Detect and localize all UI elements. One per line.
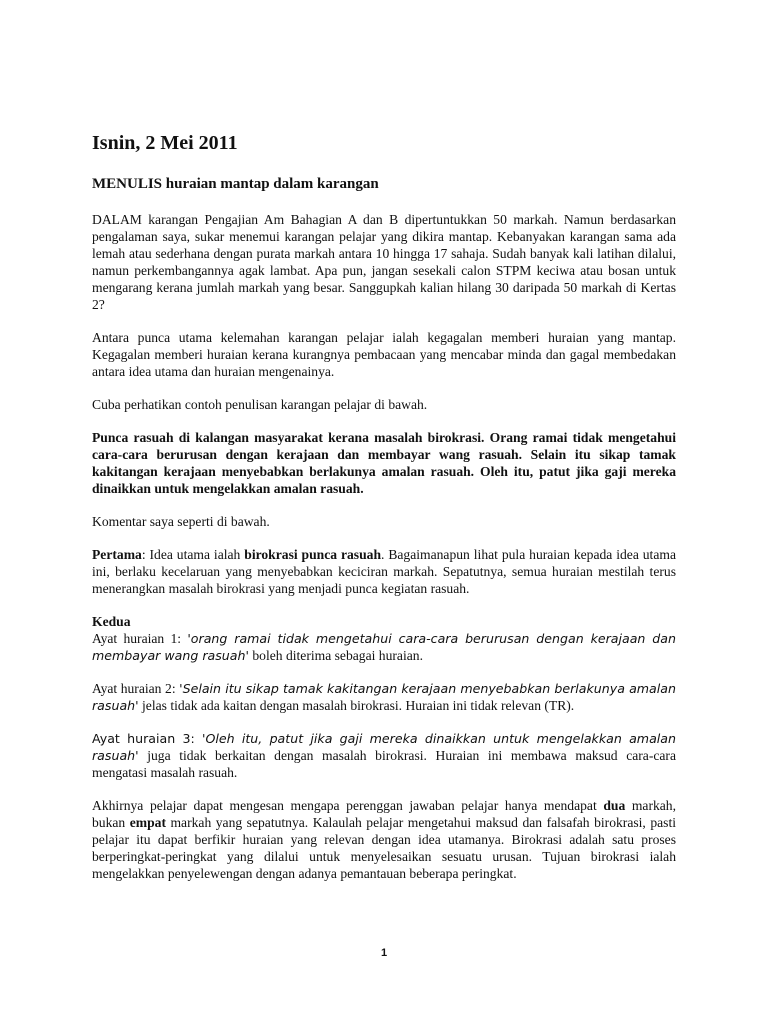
paragraph-student-example: Punca rasuah di kalangan masyarakat kerana masalah birokrasi. Orang ramai tidak mengetahui cara-cara berurusan dengan kerajaan dan membayar wang rasuah. Selain itu sikap tamak kakitangan kerajaan menyebabkan berlakunya amalan rasuah. Oleh itu, patut jika gaji mereka dinaikkan untuk mengelakkan amalan rasuah. [92, 430, 676, 496]
first-point-lead: Pertama [92, 547, 142, 562]
paragraph-huraian-3 [92, 730, 676, 781]
first-point-text-1: : Idea utama ialah [141, 547, 245, 562]
huraian-3-label: Ayat huraian 3: [92, 731, 202, 746]
second-point-heading: Kedua [92, 614, 131, 629]
conclusion-bold-empat: empat [129, 815, 166, 830]
conclusion-bold-dua: dua [603, 798, 626, 813]
paragraph-weakness: Antara punca utama kelemahan karangan pelajar ialah kegagalan memberi huraian yang mantap. Kegagalan memberi huraian kerana kurangnya pembacaan yang mencabar minda dan gagal membedakan antara idea utama dan huraian mengenainya. [92, 330, 676, 379]
conclusion-text-2: markah, bukan [92, 798, 677, 830]
paragraph-intro: DALAM karangan Pengajian Am Bahagian A dan B dipertuntukkan 50 markah. Namun berdasarkan pengalaman saya, sukar menemui karangan pelajar yang dikira mantap. Kebanyakan karangan sama ada lemah atau sederhana dengan purata markah antara 10 hingga 17 sahaja. Sudah banyak kali latihan dilalui, namun perkembangannya agak lambat. Apa pun, jangan sesekali calon STPM keciwa atau bosan untuk mengarang kerana jumlah markah yang besar. Sanggupkah kalian hilang 30 daripada 50 markah di Kertas 2? [92, 212, 676, 312]
first-point-text-2: . Bagaimanapun lihat pula huraian kepada idea utama ini, berlaku kecelaruan yang menyebabkan keciciran markah. Sepatutnya, semua huraian mestilah terus menerangkan masalah birokrasi yang menjadi punca kegiatan rasuah. [92, 547, 676, 596]
huraian-1-tail: boleh diterima sebagai huraian. [248, 648, 423, 663]
huraian-1-label: Ayat huraian 1: [92, 631, 188, 646]
huraian-3-quote-b: rasuah' [92, 748, 139, 763]
paragraph-conclusion [92, 797, 676, 882]
document-body [92, 130, 676, 898]
huraian-1-quote: 'orang ramai tidak mengetahui cara-cara berurusan dengan kerajaan dan membayar wang rasuah' [92, 631, 676, 663]
huraian-2-label: Ayat huraian 2: [92, 681, 180, 696]
huraian-3-quote-a: 'Oleh itu, patut jika gaji mereka dinaikkan untuk mengelakkan amalan [202, 731, 676, 746]
paragraph-second-point [92, 613, 676, 664]
huraian-3-tail: juga tidak berkaitan dengan masalah birokrasi. Huraian ini membawa maksud cara-cara mengatasi masalah rasuah. [92, 748, 676, 780]
huraian-2-quote: 'Selain itu sikap tamak kakitangan kerajaan menyebabkan berlakunya amalan rasuah' [92, 681, 676, 713]
huraian-2-tail: jelas tidak ada kaitan dengan masalah birokrasi. Huraian ini tidak relevan (TR). [138, 698, 575, 713]
document-date: Isnin, 2 Mei 2011 [92, 132, 238, 154]
document-subtitle: MENULIS huraian mantap dalam karangan [92, 176, 379, 192]
paragraph-first-point [92, 546, 676, 597]
first-point-main-idea: birokrasi punca rasuah [244, 547, 382, 562]
paragraph-comment-intro: Komentar saya seperti di bawah. [92, 514, 270, 529]
paragraph-huraian-2 [92, 680, 676, 714]
conclusion-text-3: markah yang sepatutnya. Kalaulah pelajar mengetahui maksud dan falsafah birokrasi, pasti pelajar itu dapat berfikir huraian yang relevan dengan idea utamanya. Birokrasi adalah satu proses berperingkat-peringkat yang dilalui untuk menyelesaikan sesuatu urusan. Tujuan birokrasi ialah mengelakkan penyelewengan dengan adanya pemantauan beberapa peringkat. [92, 815, 677, 881]
conclusion-text-1: Akhirnya pelajar dapat mengesan mengapa perenggan jawaban pelajar hanya mendapat [92, 798, 604, 813]
paragraph-example-intro: Cuba perhatikan contoh penulisan karangan pelajar di bawah. [92, 397, 428, 412]
page-number: 1 [380, 947, 388, 959]
